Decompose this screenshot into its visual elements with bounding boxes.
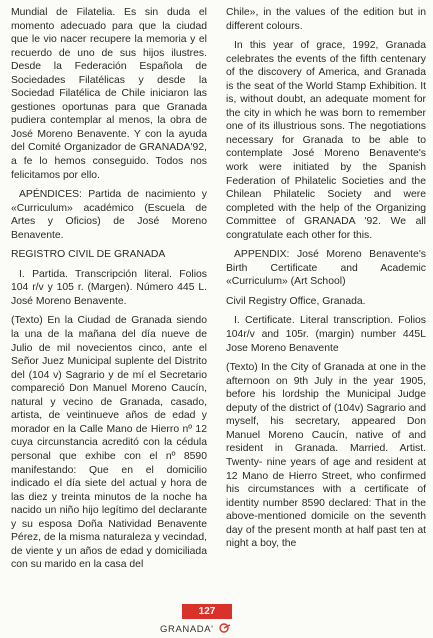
paragraph: APPENDIX: José Moreno Benavente's Birth Certificate and Academic «Curriculum» (Art School) (226, 249, 426, 288)
paragraph: In this year of grace, 1992, Granada celebrates the events of the fifth centenary of the discovery of America, and Granada is the seat of the World Stamp Exhibition. It is, without doubt, an adequate moment for the city in which he was born to remember one of its illustrious sons. The negotiations necessary for Granada to be able to contemplate José Moreno Benavente's work were initiated by the Spanish Federation of Philatelic Societies and the Chilean Philatelic Society and were completed with the help of the Organizing Committee of GRANADA '92. We all congratulate each other for this. (226, 40, 426, 241)
paragraph: APÉNDICES: Partida de nacimiento y «Curriculum» académico (Escuela de Artes y Oficios) de José Moreno Benavente. (11, 189, 207, 241)
brand-mark (160, 623, 231, 635)
paragraph: Chile», in the values of the edition but in different colours. (226, 7, 426, 32)
paragraph: Mundial de Filatelia. Es sin duda el momento adecuado para que la ciudad que le vio nacer recupere la memoria y el recuerdo de uno de sus hijos ilustres. Desde la Federación Española de Sociedades Filatélicas y desde la Sociedad Filatélica de Chile iniciaron las gestiones oportunas para que Granada pudiera contemplar al menos, la obra de José Moreno Benavente. Y con la ayuda del Comité Organizador de GRANADA'92, a fe lo hemos conseguido. Todos nos felicitamos por ello. (11, 7, 207, 181)
paragraph: I. Partida. Transcripción literal. Folios 104 r/v y 105 r. (Margen). Número 445 L. José Moreno Benavente. (11, 268, 207, 307)
granada-logo-icon (219, 623, 231, 633)
right-column-english (226, 6, 426, 557)
paragraph: (Texto) In the City of Granada at one in the afternoon on 9th July in the year 1905, before his lordship the Municipal Judge deputy of the district of (104v) Sagrario and myself, his secretary, appeared Don Manuel Moreno Caucín, native of and resident in Granada. Married. Artist. Twenty- nine years of age and resident at 12 Mano de Hierro Street, who confirmed his circumstances with a certificate of identity number 8590 declared: That in the above-mentioned domicile on the seventh day of the present month at half past ten at night a boy, the (226, 362, 426, 550)
section-heading: Civil Registry Office, Granada. (226, 295, 366, 307)
page-number: 127 (182, 604, 232, 619)
page-footer (0, 600, 433, 638)
paragraph: I. Certificate. Literal transcription. Folios 104r/v and 105r. (margin) number 445L Jose Moreno Benavente (226, 315, 426, 354)
paragraph: (Texto) En la Ciudad de Granada siendo la una de la mañana del día nueve de Julio de mil novecientos cinco, ante el Señor Juez Municipal suplente del Distrito del (104 v) Sagrario y de mí el Secretario compareció Don Manuel Moreno Caucín, natural y vecino de Granada, casado, artista, de veintinueve años de edad y morador en la Calle Mano de Hierro nº 12 cuya circunstancia acreditó con la cédula personal que exhibe con el nº 8590 manifestando: Que en el domicilio indicado el día siete del actual y hora de las diez y treinta minutos de la noche ha nacido un niño hijo legítimo del declarante y su esposa Doña Natividad Benavente Pérez, de la misma naturaleza y vecindad, de viente y un años de edad y domiciliada con su marido en la casa del (11, 315, 207, 571)
left-column-spanish (11, 6, 207, 578)
brand-text: GRANADA' (160, 624, 214, 635)
section-heading: REGISTRO CIVIL DE GRANADA (11, 249, 166, 261)
